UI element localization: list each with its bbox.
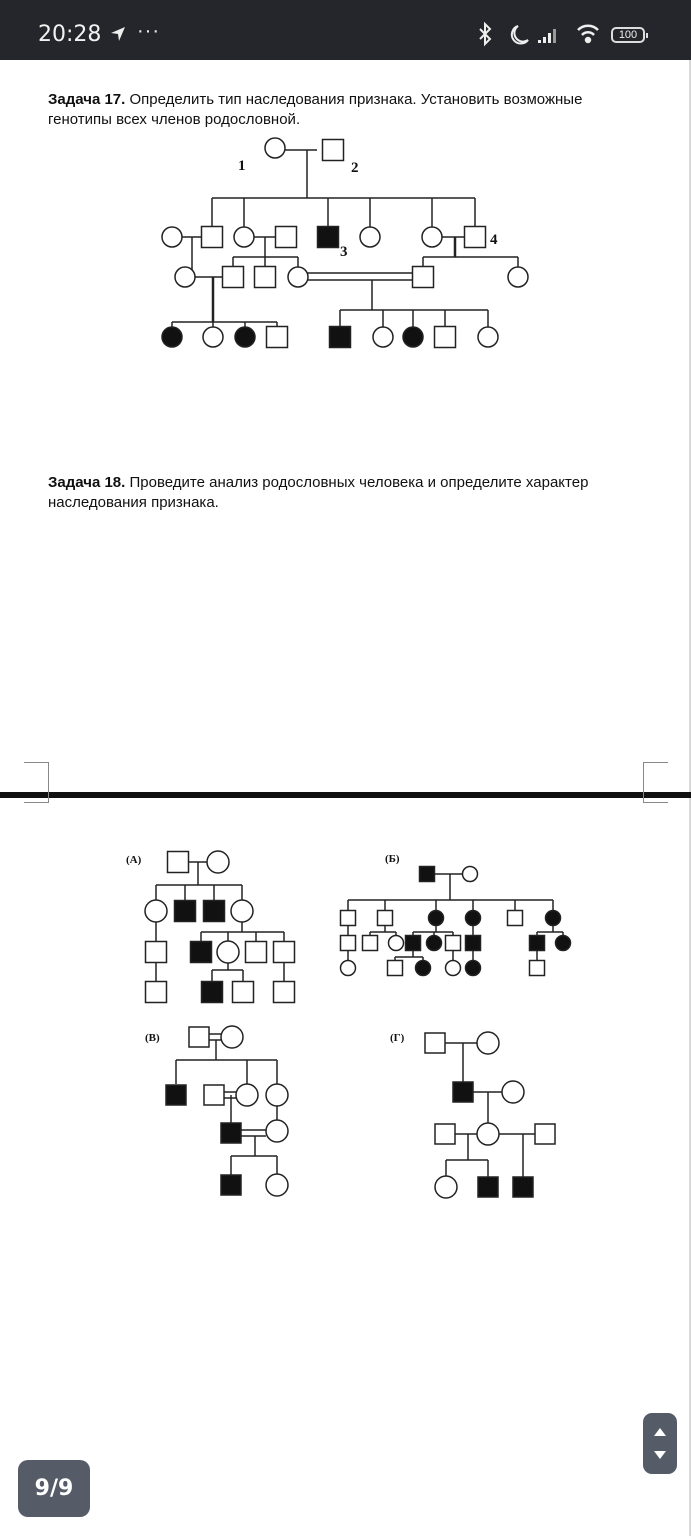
female-circle	[217, 941, 239, 963]
male-square	[341, 936, 356, 951]
female-circle	[234, 227, 254, 247]
male-square	[378, 911, 393, 926]
affected-male-square	[420, 867, 435, 882]
affected-male-square	[202, 982, 223, 1003]
male-square	[465, 227, 486, 248]
label-3: 3	[340, 244, 348, 260]
affected-male-square	[406, 936, 421, 951]
male-square	[246, 942, 267, 963]
male-square	[435, 1124, 455, 1144]
female-circle	[203, 327, 223, 347]
affected-male-square	[330, 327, 351, 348]
label-g: (Г)	[390, 1032, 405, 1044]
male-square	[276, 227, 297, 248]
female-circle	[265, 138, 285, 158]
affected-female-circle	[466, 911, 481, 926]
affected-female-circle	[235, 327, 255, 347]
female-circle	[477, 1032, 499, 1054]
female-circle	[145, 900, 167, 922]
female-circle	[288, 267, 308, 287]
female-circle	[266, 1174, 288, 1196]
male-square	[388, 961, 403, 976]
affected-female-circle	[403, 327, 423, 347]
more-icon: ···	[137, 20, 160, 42]
label-2: 2	[351, 160, 359, 176]
affected-male-square	[166, 1085, 186, 1105]
male-square	[168, 852, 189, 873]
female-circle	[435, 1176, 457, 1198]
female-circle	[508, 267, 528, 287]
label-1: 1	[238, 158, 246, 174]
page-indicator: 9/9	[18, 1460, 90, 1517]
female-circle	[221, 1026, 243, 1048]
clock: 20:28	[38, 22, 102, 47]
affected-female-circle	[162, 327, 182, 347]
male-square	[530, 961, 545, 976]
affected-male-square	[191, 942, 212, 963]
male-square	[535, 1124, 555, 1144]
male-square	[341, 911, 356, 926]
male-square	[413, 267, 434, 288]
female-circle	[502, 1081, 524, 1103]
male-square	[189, 1027, 209, 1047]
male-square	[233, 982, 254, 1003]
female-circle	[236, 1084, 258, 1106]
female-circle	[446, 961, 461, 976]
affected-male-square	[221, 1123, 241, 1143]
female-circle	[266, 1120, 288, 1142]
scroll-down-icon[interactable]	[654, 1451, 666, 1459]
affected-male-square	[221, 1175, 241, 1195]
male-square	[204, 1085, 224, 1105]
male-square	[202, 227, 223, 248]
label-4: 4	[490, 232, 498, 248]
affected-female-circle	[466, 961, 481, 976]
male-square	[323, 140, 344, 161]
affected-male-square	[530, 936, 545, 951]
female-circle	[175, 267, 195, 287]
male-square	[146, 942, 167, 963]
male-square	[446, 936, 461, 951]
male-square	[508, 911, 523, 926]
male-square	[435, 327, 456, 348]
label-v: (В)	[145, 1032, 160, 1044]
male-square	[363, 936, 378, 951]
affected-male-square	[175, 901, 196, 922]
battery-icon: 100	[611, 27, 645, 43]
affected-male-square	[204, 901, 225, 922]
label-b: (Б)	[385, 853, 400, 865]
affected-male-square	[318, 227, 339, 248]
female-circle	[477, 1123, 499, 1145]
affected-female-circle	[427, 936, 442, 951]
female-circle	[478, 327, 498, 347]
task17-title: Задача 17.	[48, 91, 126, 108]
female-circle	[463, 867, 478, 882]
task17-body: Определить тип наследования признака. Установить возможные генотипы всех членов родословной.	[48, 91, 583, 128]
affected-male-square	[466, 936, 481, 951]
task18-title: Задача 18.	[48, 474, 126, 491]
male-square	[146, 982, 167, 1003]
female-circle	[266, 1084, 288, 1106]
task18-body: Проведите анализ родословных человека и определите характер наследования признака.	[48, 474, 589, 511]
affected-male-square	[478, 1177, 498, 1197]
affected-male-square	[453, 1082, 473, 1102]
female-circle	[341, 961, 356, 976]
male-square	[425, 1033, 445, 1053]
male-square	[267, 327, 288, 348]
female-circle	[373, 327, 393, 347]
male-square	[255, 267, 276, 288]
affected-female-circle	[429, 911, 444, 926]
female-circle	[162, 227, 182, 247]
scroll-up-icon[interactable]	[654, 1428, 666, 1436]
female-circle	[207, 851, 229, 873]
male-square	[274, 942, 295, 963]
affected-female-circle	[556, 936, 571, 951]
male-square	[274, 982, 295, 1003]
female-circle	[389, 936, 404, 951]
label-a: (А)	[126, 854, 142, 866]
male-square	[223, 267, 244, 288]
affected-female-circle	[416, 961, 431, 976]
female-circle	[231, 900, 253, 922]
female-circle	[422, 227, 442, 247]
page-scroll-buttons[interactable]	[643, 1413, 677, 1474]
affected-male-square	[513, 1177, 533, 1197]
female-circle	[360, 227, 380, 247]
affected-female-circle	[546, 911, 561, 926]
